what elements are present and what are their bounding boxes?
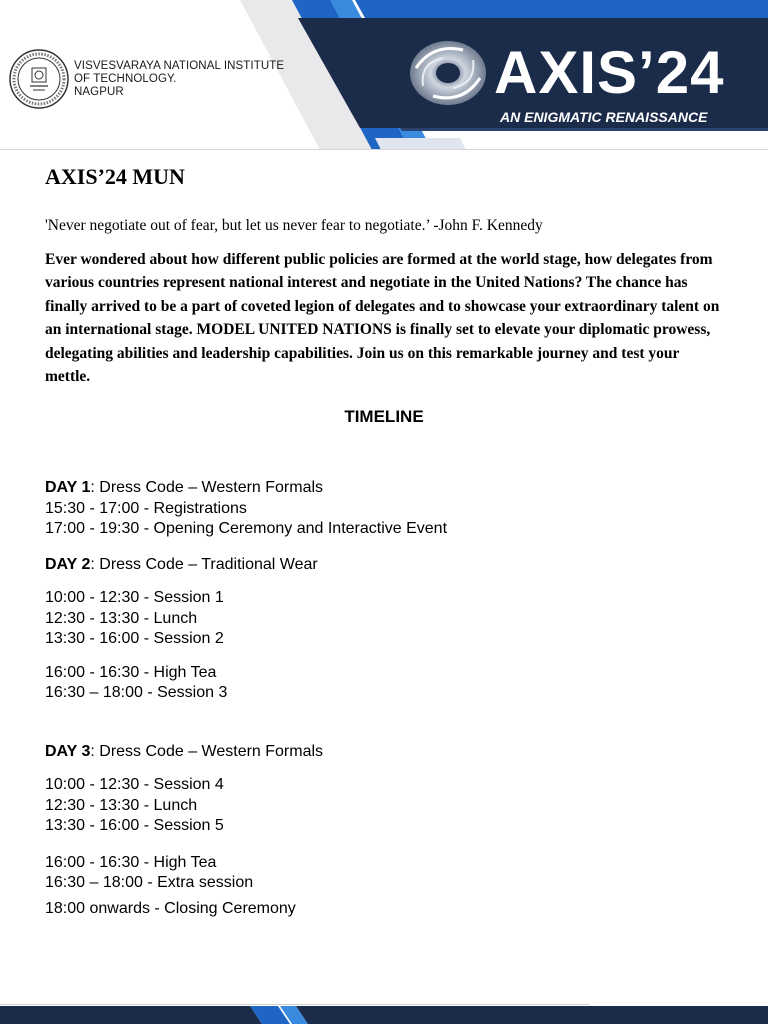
- footer-banner-graphic: [0, 1004, 768, 1024]
- header-divider: [0, 149, 768, 150]
- day-2-section: [45, 555, 725, 704]
- axis-swirl-logo-icon: [408, 38, 488, 108]
- day-1-label: DAY 1: [45, 479, 91, 497]
- schedule-item: 15:30 - 17:00 - Registrations: [45, 499, 247, 517]
- event-name: AXIS’24: [494, 39, 725, 106]
- schedule-item: 17:00 - 19:30 - Opening Ceremony and Interactive Event: [45, 520, 448, 538]
- day-2-dress-code: : Dress Code – Traditional Wear: [90, 555, 318, 573]
- schedule-item: 16:00 - 16:30 - High Tea: [45, 663, 217, 681]
- schedule-item: 18:00 onwards - Closing Ceremony: [45, 899, 296, 917]
- event-tagline: AN ENIGMATIC RENAISSANCE: [500, 109, 708, 125]
- schedule-item: 16:30 – 18:00 - Session 3: [45, 684, 228, 702]
- day-3-evening: [45, 853, 725, 920]
- institute-seal-icon: [8, 48, 70, 110]
- day-1-dress-code: : Dress Code – Western Formals: [90, 479, 324, 497]
- day-2-label: DAY 2: [45, 555, 91, 573]
- day-3-section: [45, 742, 725, 920]
- schedule-item: 10:00 - 12:30 - Session 1: [45, 589, 224, 607]
- document-title: AXIS’24 MUN: [45, 164, 185, 189]
- intro-paragraph: Ever wondered about how different public policies are formed at the world stage, how delegates from various countries represent national interest and negotiate in the United Nations? The chance has finally arrived to be a part of coveted legion of delegates and to showcase your extraordinary talent on an international stage. MODEL UNITED NATIONS is finally set to elevate your diplomatic prowess, delegating abilities and leadership capabilities. Join us on this remarkable journey and test your mettle.: [45, 251, 720, 386]
- day-3-dress-code: : Dress Code – Western Formals: [90, 742, 324, 760]
- document-body: [45, 162, 725, 919]
- schedule-item: 16:30 – 18:00 - Extra session: [45, 874, 254, 892]
- timeline-heading: TIMELINE: [344, 407, 424, 427]
- institute-line-2: OF TECHNOLOGY.: [74, 72, 177, 85]
- day-1-heading: [45, 478, 725, 499]
- institute-block: [8, 42, 284, 116]
- day-2-heading: [45, 555, 725, 576]
- page-footer: [0, 1004, 768, 1024]
- day-3-sessions: [45, 775, 725, 837]
- schedule-item: 10:00 - 12:30 - Session 4: [45, 776, 224, 794]
- page-header: [0, 0, 768, 150]
- schedule-item: 13:30 - 16:00 - Session 2: [45, 630, 224, 648]
- schedule-item: 12:30 - 13:30 - Lunch: [45, 609, 198, 627]
- institute-line-3: NAGPUR: [74, 85, 124, 98]
- institute-name: [74, 60, 284, 99]
- day-2-evening: [45, 663, 725, 704]
- footer-divider: [0, 1004, 590, 1005]
- schedule-item: 16:00 - 16:30 - High Tea: [45, 853, 217, 871]
- schedule-item: 13:30 - 16:00 - Session 5: [45, 817, 224, 835]
- institute-line-1: VISVESVARAYA NATIONAL INSTITUTE: [74, 59, 285, 72]
- day-3-heading: [45, 742, 725, 763]
- kennedy-quote: 'Never negotiate out of fear, but let us never fear to negotiate.’ -John F. Kennedy: [45, 217, 543, 234]
- day-2-sessions: [45, 588, 725, 650]
- day-3-label: DAY 3: [45, 742, 91, 760]
- schedule-item: 12:30 - 13:30 - Lunch: [45, 796, 198, 814]
- day-1-section: [45, 478, 725, 540]
